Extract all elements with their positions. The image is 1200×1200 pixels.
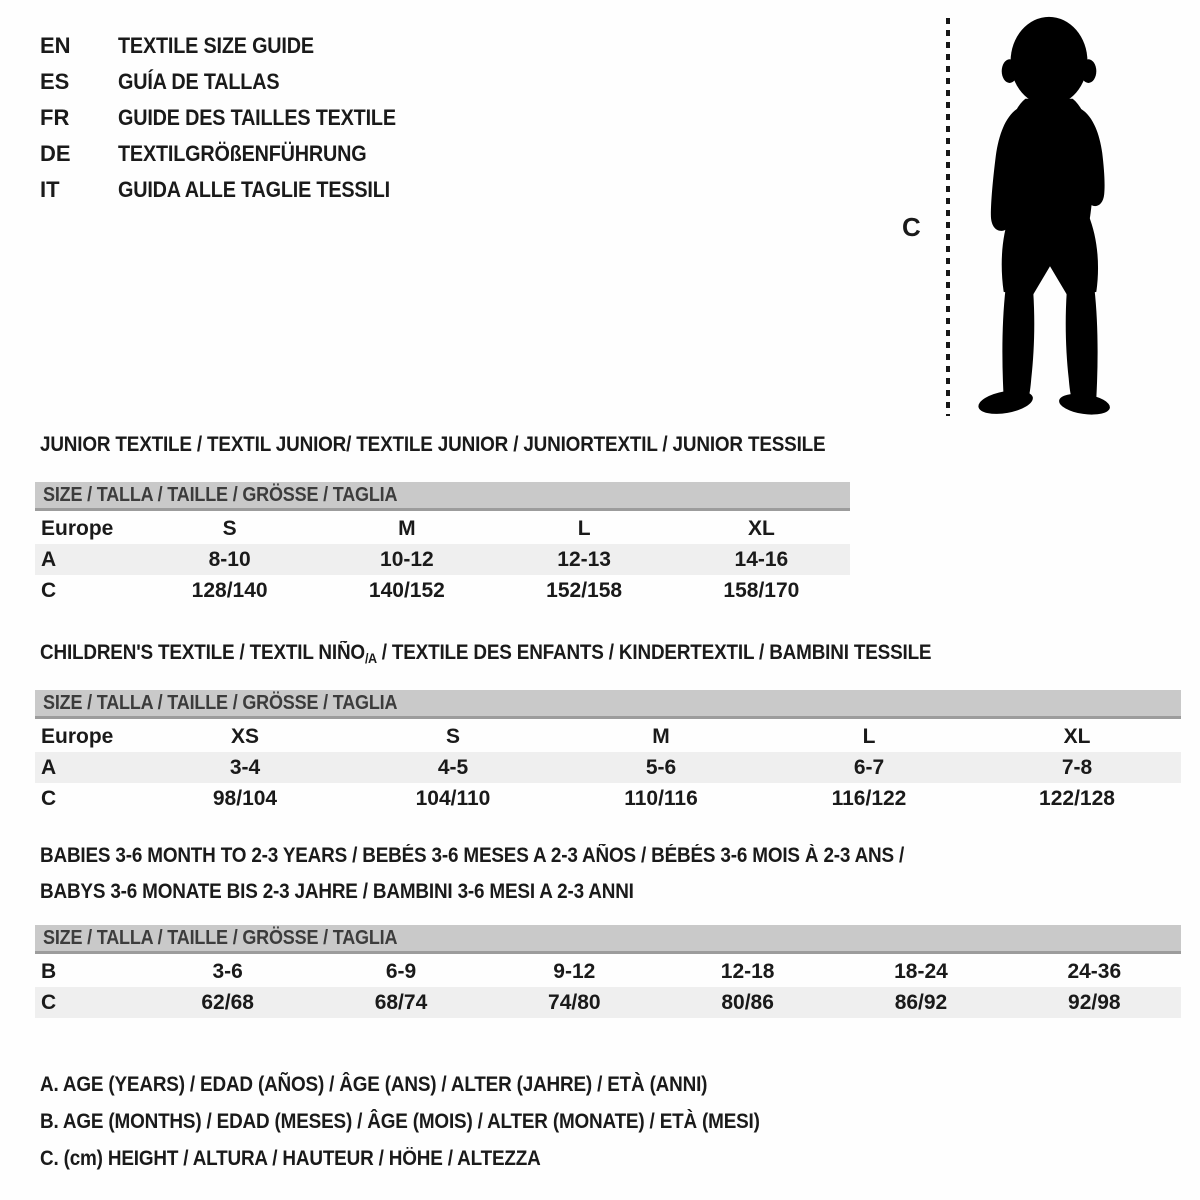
table-cell: 62/68: [201, 991, 254, 1014]
table-row: [35, 752, 1181, 783]
table-cell: XL: [1063, 725, 1091, 748]
lang-code: DE: [40, 141, 71, 166]
children-title-subscript: /A: [364, 650, 377, 666]
row-label: Europe: [41, 517, 114, 540]
measure-legend: [40, 1066, 840, 1177]
legend-line-a-text: A. AGE (YEARS) / EDAD (AÑOS) / ÂGE (ANS) / ALTER (JAHRE) / ETÀ (ANNI): [40, 1073, 708, 1096]
children-section-title-text: [40, 640, 931, 671]
table-cell: 140/152: [368, 579, 445, 602]
language-title-list: [40, 28, 427, 208]
row-label: C: [41, 787, 57, 810]
table-cell: 5-6: [645, 756, 677, 779]
lang-title: TEXTILE SIZE GUIDE: [118, 33, 314, 58]
height-dashed-line: [946, 18, 950, 416]
babies-size-table: [35, 925, 1181, 1018]
table-cell: 152/158: [546, 579, 623, 602]
babies-title-line2: BABYS 3-6 MONATE BIS 2-3 JAHRE / BAMBINI 3-6 MESI A 2-3 ANNI: [40, 880, 634, 903]
table-cell: 104/110: [415, 787, 491, 810]
table-cell: 8-10: [208, 548, 251, 571]
size-header-text: SIZE / TALLA / TAILLE / GRÖSSE / TAGLIA: [43, 692, 398, 714]
lang-title: GUÍA DE TALLAS: [118, 69, 280, 94]
size-header-bar: [35, 482, 850, 511]
table-cell: M: [398, 517, 416, 540]
row-label: Europe: [41, 725, 114, 748]
table-row: [35, 544, 850, 575]
table-cell: S: [445, 725, 460, 748]
lang-code: ES: [40, 69, 70, 94]
table-cell: 68/74: [374, 991, 428, 1014]
table-cell: 122/128: [1039, 787, 1115, 810]
row-label: B: [41, 960, 57, 983]
table-row: [35, 783, 1181, 814]
table-cell: 74/80: [548, 991, 601, 1014]
table-cell: 158/170: [723, 579, 800, 602]
table-cell: 86/92: [894, 991, 948, 1014]
babies-title-line1: BABIES 3-6 MONTH TO 2-3 YEARS / BEBÉS 3-6 MESES A 2-3 AÑOS / BÉBÉS 3-6 MOIS À 2-3 ANS /: [40, 844, 905, 867]
lang-code: EN: [40, 33, 71, 58]
lang-row-it: [40, 172, 427, 208]
table-cell: 6-9: [385, 960, 417, 983]
table-cell: XS: [230, 725, 259, 748]
size-header-text: SIZE / TALLA / TAILLE / GRÖSSE / TAGLIA: [43, 927, 398, 949]
babies-section-title: [40, 838, 1000, 910]
table-cell: M: [652, 725, 670, 748]
table-cell: 3-4: [229, 756, 261, 779]
legend-line-a: [40, 1066, 840, 1103]
size-header-text: SIZE / TALLA / TAILLE / GRÖSSE / TAGLIA: [43, 484, 398, 506]
table-row: [35, 721, 1181, 752]
junior-size-table: [35, 482, 850, 606]
legend-line-b: [40, 1103, 840, 1140]
lang-title: TEXTILGRÖßENFÜHRUNG: [118, 141, 367, 166]
table-cell: 12-18: [720, 960, 775, 983]
lang-title: GUIDA ALLE TAGLIE TESSILI: [118, 177, 390, 202]
lang-title: GUIDE DES TAILLES TEXTILE: [118, 105, 396, 130]
table-cell: 7-8: [1061, 756, 1093, 779]
lang-row-es: [40, 64, 427, 100]
table-row: [35, 575, 850, 606]
children-size-table: [35, 690, 1181, 814]
row-label: C: [41, 579, 57, 602]
legend-line-c-text: C. (cm) HEIGHT / ALTURA / HAUTEUR / HÖHE / ALTEZZA: [40, 1147, 541, 1170]
children-section-title: [40, 640, 1030, 671]
table-cell: L: [577, 517, 591, 540]
table-row: [35, 956, 1181, 987]
table-cell: XL: [747, 517, 775, 540]
size-header-bar: [35, 690, 1181, 719]
lang-code: FR: [40, 105, 70, 130]
table-cell: 14-16: [734, 548, 789, 571]
table-cell: 9-12: [553, 960, 596, 983]
table-row: [35, 987, 1181, 1018]
toddler-silhouette-icon: [962, 12, 1138, 416]
table-cell: 116/122: [831, 787, 907, 810]
children-title-suffix: / TEXTILE DES ENFANTS / KINDERTEXTIL / BAMBINI TESSILE: [376, 641, 932, 664]
table-cell: L: [862, 725, 876, 748]
table-cell: 10-12: [380, 548, 434, 571]
lang-code: IT: [40, 177, 60, 202]
legend-line-c: [40, 1140, 840, 1177]
lang-row-fr: [40, 100, 427, 136]
table-cell: 92/98: [1068, 991, 1121, 1014]
lang-row-de: [40, 136, 427, 172]
table-cell: 24-36: [1067, 960, 1122, 983]
table-row: [35, 513, 850, 544]
table-cell: 110/116: [624, 787, 698, 810]
table-cell: 80/86: [721, 991, 774, 1014]
table-cell: 18-24: [894, 960, 948, 983]
size-header-bar: [35, 925, 1181, 954]
table-cell: S: [222, 517, 237, 540]
row-label: A: [41, 548, 57, 571]
junior-section-title-text: JUNIOR TEXTILE / TEXTIL JUNIOR/ TEXTILE JUNIOR / JUNIORTEXTIL / JUNIOR TESSILE: [40, 433, 826, 456]
table-cell: 6-7: [853, 756, 885, 779]
table-cell: 3-6: [212, 960, 243, 983]
legend-line-b-text: B. AGE (MONTHS) / EDAD (MESES) / ÂGE (MOIS) / ALTER (MONATE) / ETÀ (MESI): [40, 1110, 760, 1133]
row-label: A: [41, 756, 57, 779]
lang-row-en: [40, 28, 427, 64]
row-label: C: [41, 991, 57, 1014]
table-cell: 98/104: [212, 787, 278, 810]
junior-section-title: [40, 432, 913, 458]
height-measure-label: C: [902, 212, 921, 242]
table-cell: 4-5: [437, 756, 469, 779]
table-cell: 128/140: [191, 579, 268, 602]
table-cell: 12-13: [557, 548, 611, 571]
children-title-prefix: CHILDREN'S TEXTILE / TEXTIL NIÑO: [40, 641, 365, 664]
